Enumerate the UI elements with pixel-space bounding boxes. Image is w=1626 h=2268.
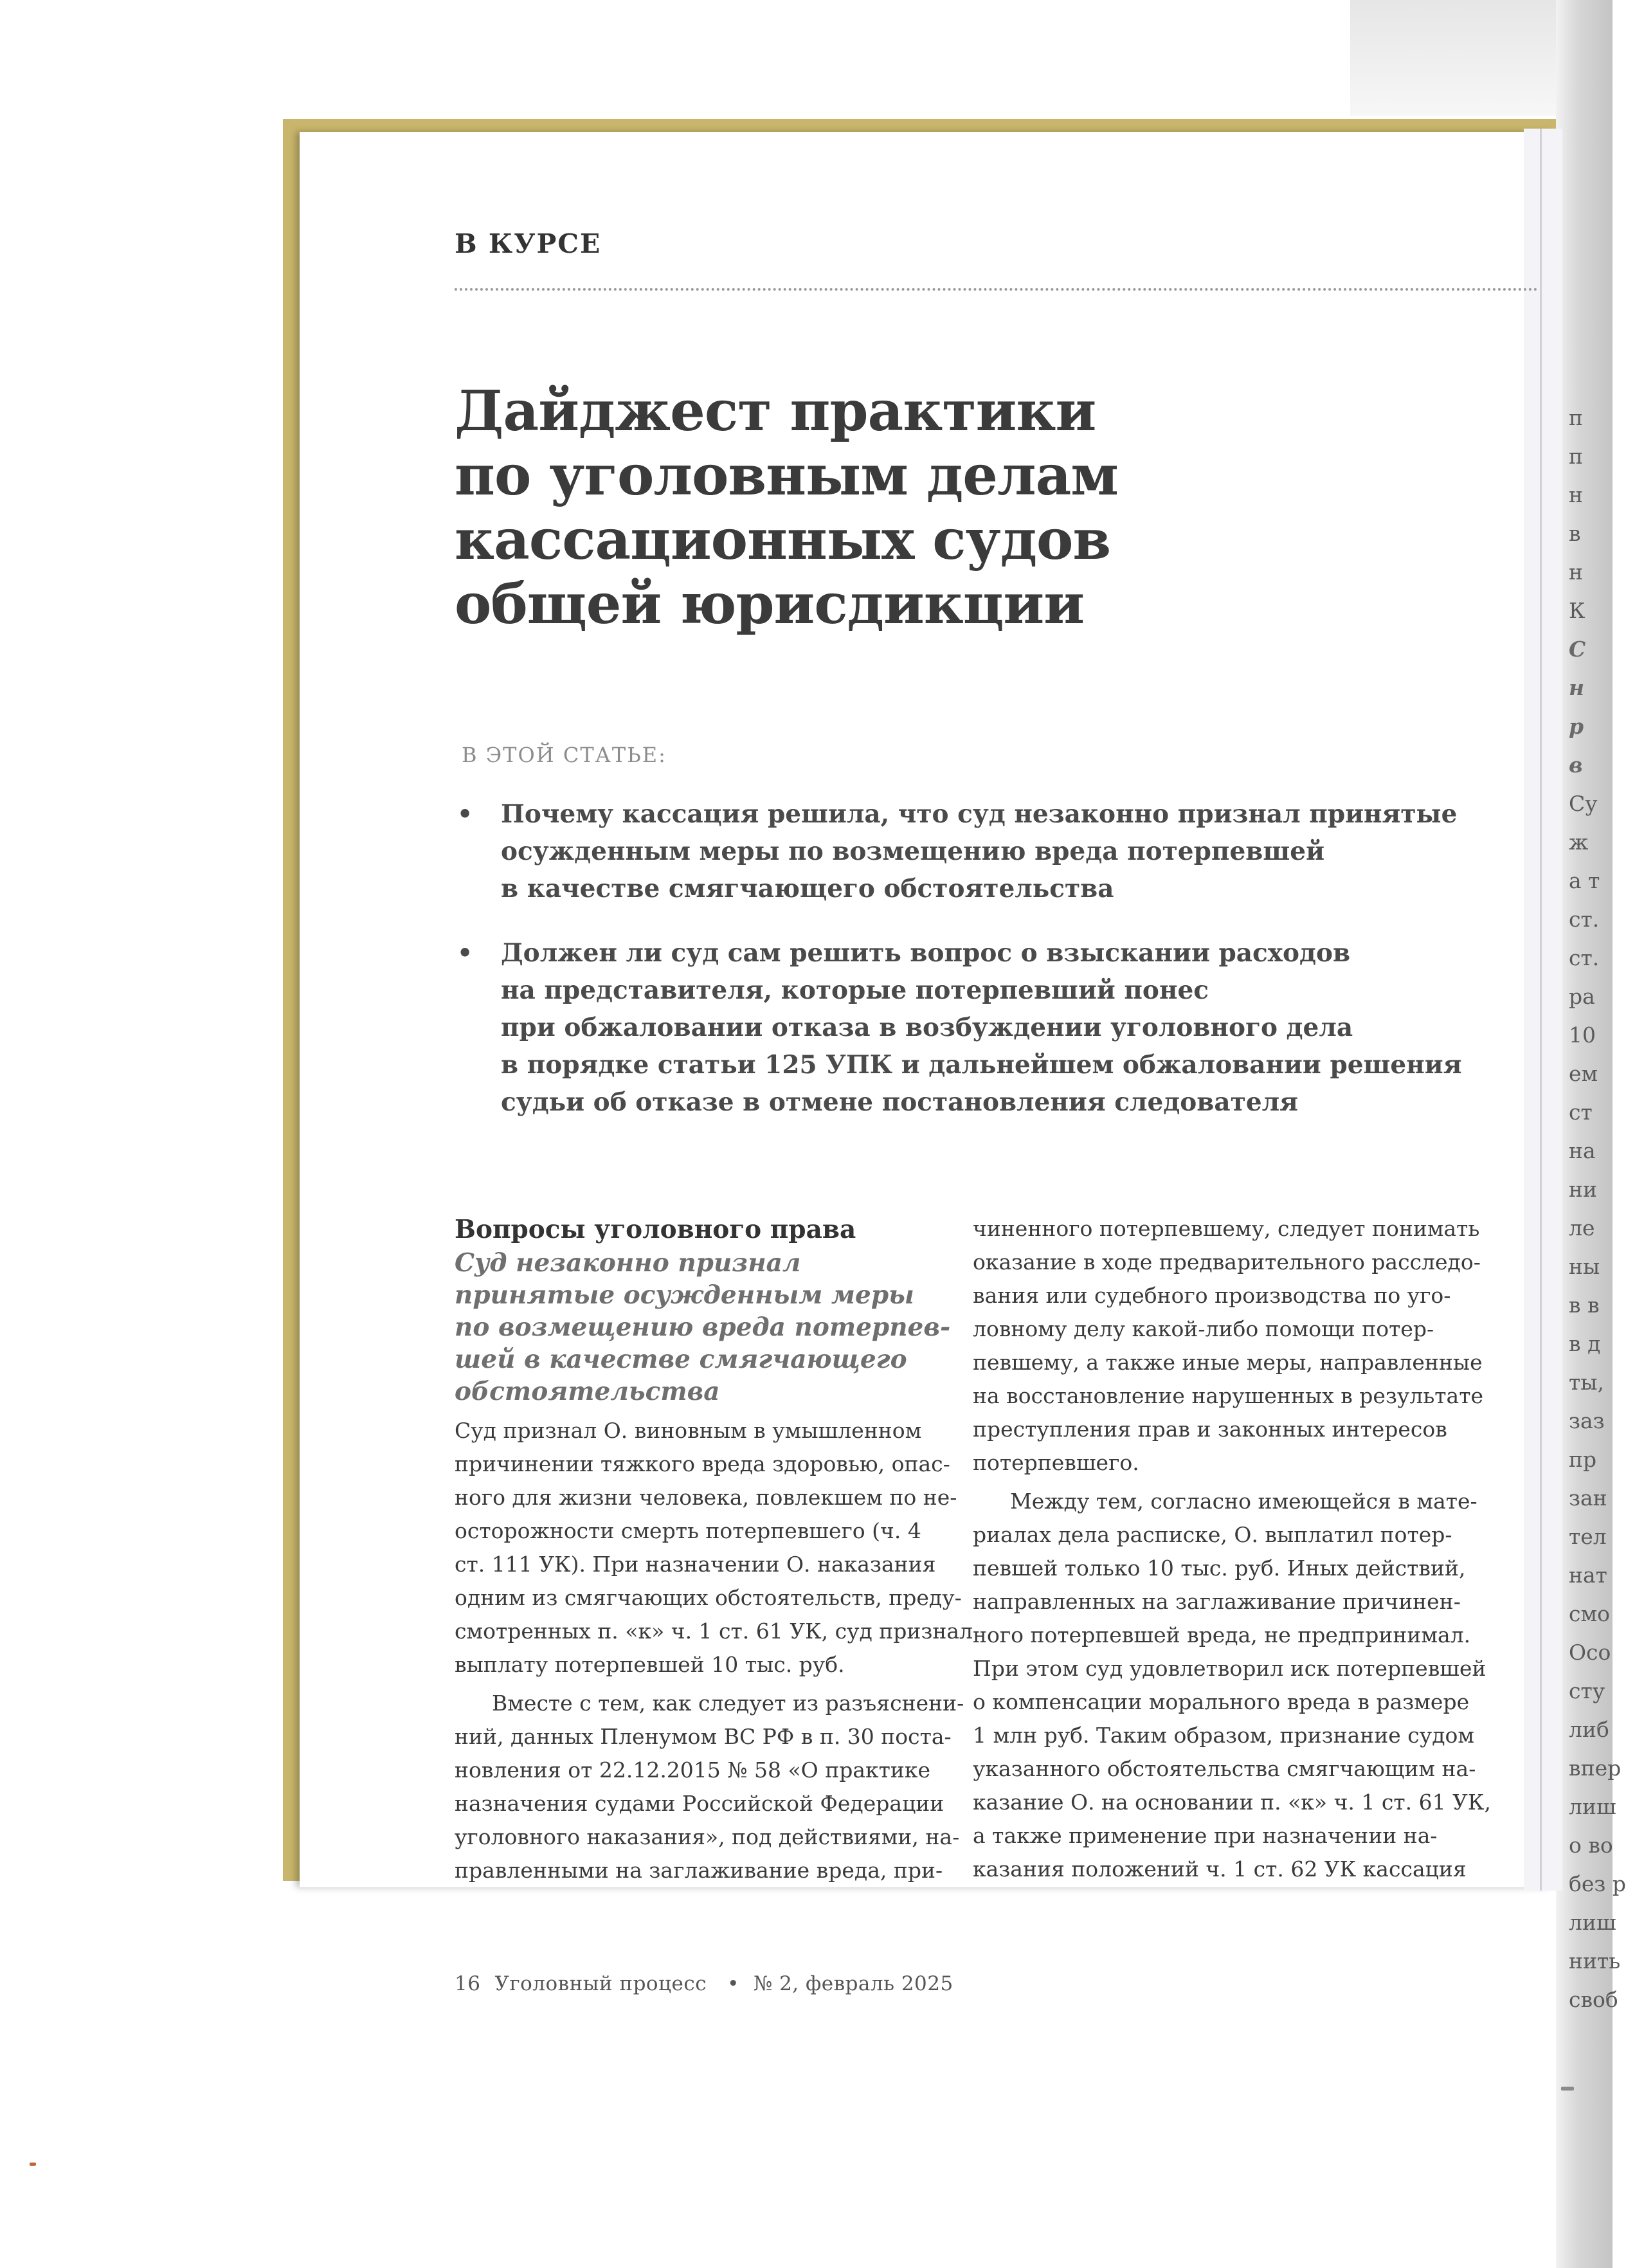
bullet-icon: • bbox=[457, 799, 473, 828]
neighbor-text-fragment: в в bbox=[1569, 1293, 1600, 1318]
in-this-article-label: В ЭТОЙ СТАТЬЕ: bbox=[462, 743, 667, 767]
neighbor-text-fragment: в д bbox=[1569, 1331, 1601, 1356]
neighbor-text-fragment: в bbox=[1569, 521, 1581, 546]
scan-speck bbox=[30, 2163, 36, 2166]
neighbor-text-fragment: в bbox=[1569, 752, 1583, 777]
text-line: ного для жизни человека, повлекшем по не- bbox=[455, 1485, 957, 1510]
subheading-line: обстоятельства bbox=[455, 1377, 720, 1406]
text-line: выплату потерпевшей 10 тыс. руб. bbox=[455, 1652, 845, 1677]
neighbor-text-fragment: н bbox=[1569, 482, 1583, 507]
neighbor-text-fragment: Осо bbox=[1569, 1640, 1611, 1665]
neighbor-text-fragment: К bbox=[1569, 598, 1585, 623]
neighbor-text-fragment: нить bbox=[1569, 1948, 1621, 1973]
neighbor-text-fragment: Су bbox=[1569, 791, 1598, 816]
neighbor-text-fragment: н bbox=[1569, 675, 1585, 700]
neighbor-text-fragment: на bbox=[1569, 1138, 1596, 1163]
text-line: Между тем, согласно имеющейся в мате- bbox=[1010, 1489, 1477, 1514]
highlight-line: судьи об отказе в отмене постановления следователя bbox=[501, 1087, 1298, 1117]
article-highlights bbox=[455, 795, 1522, 1148]
text-line: новления от 22.12.2015 № 58 «О практике bbox=[455, 1757, 931, 1783]
paragraph bbox=[973, 1212, 1513, 1480]
neighbor-text-fragment: С bbox=[1569, 637, 1586, 662]
text-line: ний, данных Пленумом ВС РФ в п. 30 поста- bbox=[455, 1724, 952, 1749]
text-line: смотренных п. «к» ч. 1 ст. 61 УК, суд признал bbox=[455, 1619, 973, 1644]
neighbor-text-fragment: ты, bbox=[1569, 1370, 1605, 1395]
text-line: певшей только 10 тыс. руб. Иных действий, bbox=[973, 1556, 1466, 1581]
text-line: назначения судами Российской Федерации bbox=[455, 1791, 944, 1816]
neighbor-text-fragment: своб bbox=[1569, 1987, 1618, 2012]
text-line: риалах дела расписке, О. выплатил потер- bbox=[973, 1522, 1452, 1547]
highlight-line: на представителя, которые потерпевший понес bbox=[501, 975, 1209, 1005]
neighbor-text-fragment: зан bbox=[1569, 1485, 1607, 1510]
bullet-icon: • bbox=[457, 938, 473, 967]
text-line: одним из смягчающих обстоятельств, преду- bbox=[455, 1585, 962, 1610]
neighbor-text-fragment: сту bbox=[1569, 1678, 1605, 1703]
neighbor-text-fragment: ст. bbox=[1569, 907, 1600, 932]
text-line: о компенсации морального вреда в размере bbox=[973, 1689, 1470, 1714]
highlight-line: в качестве смягчающего обстоятельства bbox=[501, 874, 1114, 903]
subheading-line: по возмещению вреда потерпев- bbox=[455, 1312, 951, 1342]
paragraph bbox=[973, 1485, 1513, 1886]
neighbor-text-fragment: ж bbox=[1569, 830, 1589, 855]
highlight-line: Почему кассация решила, что суд незаконно признал принятые bbox=[501, 799, 1458, 829]
text-line: а также применение при назначении на- bbox=[973, 1823, 1438, 1848]
text-line: направленных на заглаживание причинен- bbox=[973, 1589, 1461, 1614]
highlight-line: Должен ли суд сам решить вопрос о взыскании расходов bbox=[501, 938, 1351, 968]
neighbor-text-fragment: ст bbox=[1569, 1100, 1593, 1125]
neighbor-text-fragment: впер bbox=[1569, 1755, 1621, 1781]
neighbor-text-fragment: ни bbox=[1569, 1177, 1597, 1202]
highlight-line: в порядке статьи 125 УПК и дальнейшем обжаловании решения bbox=[501, 1050, 1462, 1080]
issue-info: № 2, февраль 2025 bbox=[753, 1972, 953, 1995]
text-line: причинении тяжкого вреда здоровью, опас- bbox=[455, 1451, 950, 1476]
text-line: правленными на заглаживание вреда, при- bbox=[455, 1858, 943, 1883]
neighbor-text-fragment: без р bbox=[1569, 1871, 1626, 1896]
text-line: потерпевшего. bbox=[973, 1450, 1139, 1475]
text-line: Вместе с тем, как следует из разъяснени- bbox=[492, 1691, 964, 1716]
highlight-item bbox=[455, 795, 1522, 907]
neighbor-text-fragment: о во bbox=[1569, 1833, 1613, 1858]
neighbor-text-fragment: н bbox=[1569, 559, 1583, 585]
page-fold-strip bbox=[1524, 129, 1562, 1891]
page-footer bbox=[455, 1972, 968, 1995]
text-line: При этом суд удовлетворил иск потерпевшей bbox=[973, 1656, 1486, 1681]
text-line: Суд признал О. виновным в умышленном bbox=[455, 1418, 922, 1443]
neighbor-text-fragment: а т bbox=[1569, 868, 1600, 893]
neighbor-text-fragment: р bbox=[1569, 714, 1584, 739]
neighbor-text-fragment: п bbox=[1569, 444, 1583, 469]
page-edge-line bbox=[1540, 129, 1542, 1891]
section-label: В КУРСЕ bbox=[455, 228, 602, 259]
text-line: преступления прав и законных интересов bbox=[973, 1417, 1447, 1442]
neighbor-text-fragment: ны bbox=[1569, 1254, 1600, 1279]
neighbor-text-fragment: 10 bbox=[1569, 1022, 1596, 1048]
highlight-item bbox=[455, 934, 1522, 1121]
subheading-line: шей в качестве смягчающего bbox=[455, 1345, 907, 1374]
neighbor-text-fragment: смо bbox=[1569, 1601, 1611, 1626]
text-line: 1 млн руб. Таким образом, признание судом bbox=[973, 1723, 1475, 1748]
paragraph bbox=[455, 1687, 969, 1887]
neighbor-text-fragment: лиш bbox=[1569, 1910, 1616, 1935]
neighbor-text-fragment: нат bbox=[1569, 1563, 1607, 1588]
left-column bbox=[455, 1212, 973, 1887]
neighbor-text-fragment: пр bbox=[1569, 1447, 1597, 1472]
text-line: осторожности смерть потерпевшего (ч. 4 bbox=[455, 1518, 921, 1543]
separator-dot-icon: • bbox=[727, 1972, 739, 1995]
text-line: оказание в ходе предварительного расследо- bbox=[973, 1249, 1481, 1275]
rubric-heading: Вопросы уголовного права bbox=[455, 1215, 856, 1244]
neighbor-text-fragment: заз bbox=[1569, 1408, 1605, 1433]
highlight-line: при обжаловании отказа в возбуждении уголовного дела bbox=[501, 1013, 1353, 1042]
neighbor-text-fragment: ст. bbox=[1569, 945, 1600, 970]
text-line: ловному делу какой-либо помощи потер- bbox=[973, 1316, 1434, 1341]
section-divider bbox=[455, 288, 1538, 291]
paragraph bbox=[455, 1414, 973, 1682]
page-number: 16 bbox=[455, 1972, 481, 1995]
text-line: указанного обстоятельства смягчающим на- bbox=[973, 1756, 1476, 1781]
case-subheading bbox=[455, 1247, 969, 1408]
text-line: певшему, а также иные меры, направленные bbox=[973, 1350, 1483, 1375]
neighbor-text-fragment: ем bbox=[1569, 1061, 1598, 1086]
title-line: по уголовным делам bbox=[455, 443, 1119, 508]
text-line: уголовного наказания», под действиями, на- bbox=[455, 1824, 960, 1849]
title-line: кассационных судов bbox=[455, 507, 1111, 572]
text-line: казание О. на основании п. «к» ч. 1 ст. 61 УК, bbox=[973, 1790, 1491, 1815]
title-line: общей юрисдикции bbox=[455, 572, 1085, 637]
text-line: казания положений ч. 1 ст. 62 УК кассация bbox=[973, 1856, 1467, 1882]
subheading-line: Суд незаконно признал bbox=[455, 1248, 801, 1278]
right-column bbox=[973, 1212, 1513, 1886]
neighbor-text-fragment: ле bbox=[1569, 1215, 1595, 1240]
highlight-line: осужденным меры по возмещению вреда потерпевшей bbox=[501, 837, 1325, 866]
article-title bbox=[455, 379, 1483, 637]
text-line: чиненного потерпевшему, следует понимать bbox=[973, 1216, 1480, 1241]
neighbor-text-fragment: тел bbox=[1569, 1524, 1607, 1549]
subheading-line: принятые осужденным меры bbox=[455, 1280, 914, 1310]
neighbor-text-fragment: либ bbox=[1569, 1717, 1609, 1742]
title-line: Дайджест практики bbox=[455, 379, 1096, 444]
neighbor-text-fragment: лиш bbox=[1569, 1794, 1616, 1819]
neighbor-text-fragment: п bbox=[1569, 405, 1583, 430]
text-line: ного потерпевшей вреда, не предпринимал. bbox=[973, 1622, 1471, 1647]
publication-name: Уголовный процесс bbox=[494, 1972, 707, 1995]
neighbor-page-fragments bbox=[1569, 399, 1626, 2012]
text-line: вания или судебного производства по уго- bbox=[973, 1283, 1451, 1308]
scan-speck bbox=[1561, 2087, 1574, 2091]
text-line: на восстановление нарушенных в результате bbox=[973, 1383, 1483, 1408]
neighbor-text-fragment: ра bbox=[1569, 984, 1595, 1009]
text-line: ст. 111 УК). При назначении О. наказания bbox=[455, 1552, 936, 1577]
